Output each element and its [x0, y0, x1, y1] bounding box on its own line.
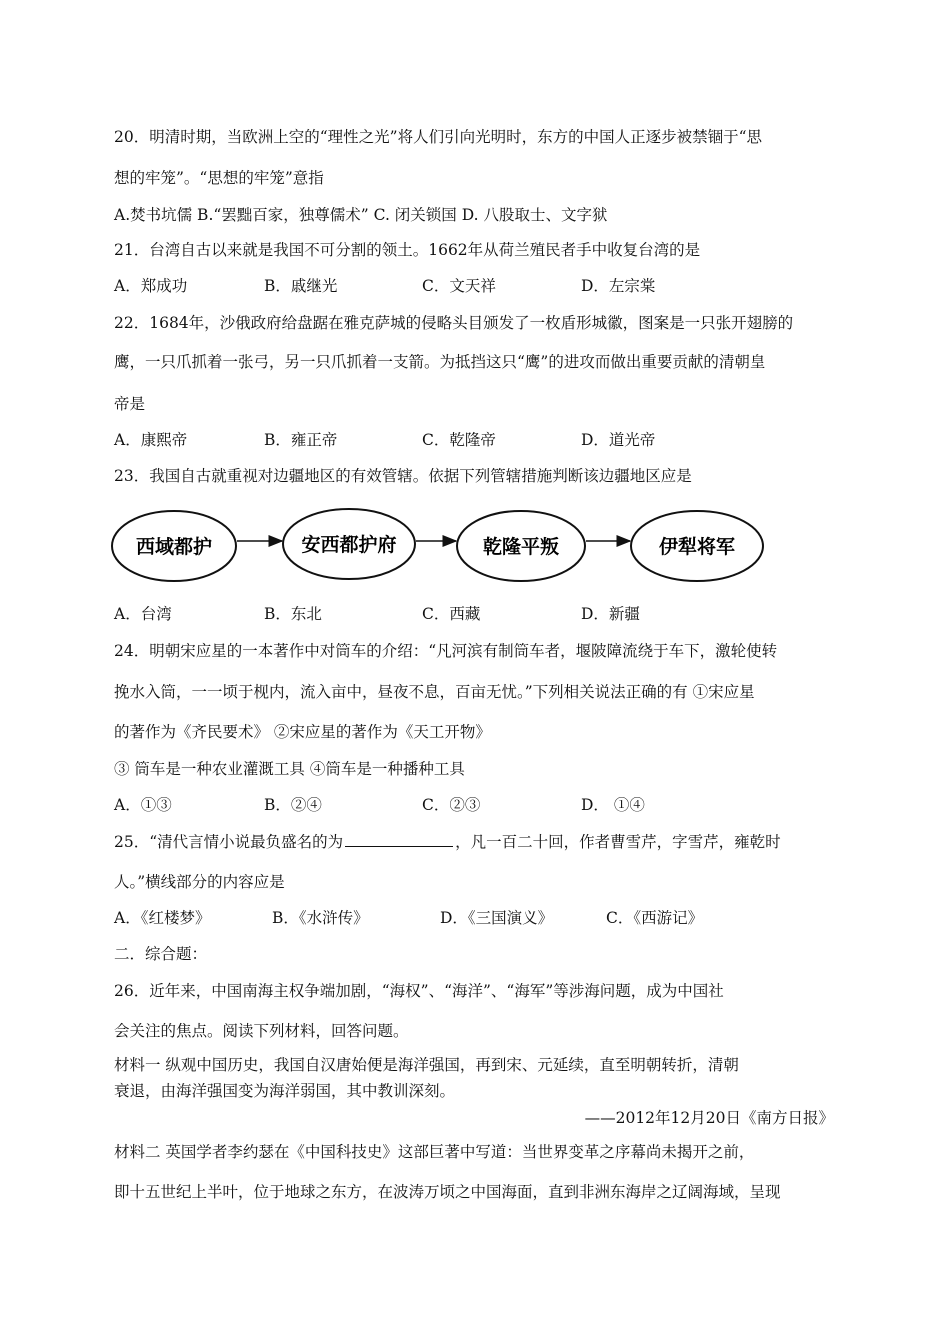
- q20-options: A.焚书坑儒 B.“罢黜百家，独尊儒术” C. 闭关锁国 D. 八股取士、文字狱: [114, 206, 608, 224]
- q21-option-c: C．文天祥: [422, 277, 496, 295]
- q23-flow-diagram: [110, 505, 770, 587]
- q25-line1: [114, 831, 781, 852]
- q26-line2: 会关注的焦点。阅读下列材料，回答问题。: [114, 1022, 409, 1040]
- q25-option-c: C．《西游记》: [606, 909, 704, 927]
- q24-option-d: D． ①④: [581, 796, 645, 814]
- q24-option-b: B．②④: [264, 796, 322, 814]
- diagram-node-2-label: 安西都护府: [301, 534, 397, 556]
- q24-line4: ③ 筒车是一种农业灌溉工具 ④筒车是一种播种工具: [114, 760, 465, 778]
- q20-line2: 想的牢笼”。“思想的牢笼”意指: [114, 169, 324, 187]
- q23-option-d: D．新疆: [581, 605, 640, 623]
- diagram-node-4-label: 伊犁将军: [658, 536, 736, 558]
- q24-option-c: C．②③: [422, 796, 481, 814]
- q22-line3: 帝是: [114, 395, 146, 413]
- q21-option-d: D．左宗棠: [581, 277, 656, 295]
- q22-option-a: A．康熙帝: [114, 431, 188, 449]
- material1-line2: 衰退，由海洋强国变为海洋弱国，其中教训深刻。: [114, 1082, 456, 1100]
- diagram-node-2: [283, 509, 415, 579]
- q23-line1: 23．我国自古就重视对边疆地区的有效管辖。依据下列管辖措施判断该边疆地区应是: [114, 467, 692, 485]
- material2-line1: 材料二 英国学者李约瑟在《中国科技史》这部巨著中写道：当世界变革之序幕尚未揭开之前，: [114, 1143, 755, 1161]
- q24-line2: 挽水入筒，一一顷于枧内，流入亩中，昼夜不息，百亩无忧。”下列相关说法正确的有 ①宋应星: [114, 683, 755, 701]
- q20-line1: 20．明清时期，当欧洲上空的“理性之光”将人们引向光明时，东方的中国人正逐步被禁锢于“思: [114, 128, 762, 146]
- q22-line2: 鹰，一只爪抓着一张弓，另一只爪抓着一支箭。为抵挡这只“鹰”的进攻而做出重要贡献的清朝皇: [114, 353, 766, 371]
- q23-option-c: C．西藏: [422, 605, 481, 623]
- q23-option-b: B．东北: [264, 605, 322, 623]
- q26-line1: 26．近年来，中国南海主权争端加剧，“海权”、“海洋”、“海军”等涉海问题，成为中国社: [114, 982, 724, 1000]
- q23-option-a: A．台湾: [114, 605, 172, 623]
- material1-source: ——2012年12月20日《南方日报》: [584, 1109, 834, 1127]
- diagram-node-3: [457, 511, 585, 581]
- q25-line2: 人。”横线部分的内容应是: [114, 873, 285, 891]
- q22-option-b: B．雍正帝: [264, 431, 338, 449]
- diagram-node-3-label: 乾隆平叛: [482, 536, 560, 558]
- material2-line2: 即十五世纪上半叶，位于地球之东方，在波涛万顷之中国海面，直到非洲东海岸之辽阔海域，呈现: [114, 1183, 781, 1201]
- q21-line1: 21．台湾自古以来就是我国不可分割的领土。1662年从荷兰殖民者手中收复台湾的是: [114, 241, 701, 259]
- section2-heading: 二．综合题：: [114, 945, 208, 963]
- q24-line3: 的著作为《齐民要术》 ②宋应星的著作为《天工开物》: [114, 723, 491, 741]
- q22-line1: 22．1684年，沙俄政府给盘踞在雅克萨城的侵略头目颁发了一枚盾形城徽，图案是一只张开翅膀的: [114, 314, 794, 332]
- q22-option-d: D．道光帝: [581, 431, 656, 449]
- q21-option-a: A．郑成功: [114, 277, 188, 295]
- q25-option-d: D．《三国演义》: [440, 909, 554, 927]
- q25-option-a: A．《红楼梦》: [114, 909, 211, 927]
- diagram-node-4: [631, 511, 763, 581]
- q22-option-c: C．乾隆帝: [422, 431, 496, 449]
- diagram-node-1: [112, 511, 236, 581]
- q25-line1-start: 25．“清代言情小说最负盛名的为: [114, 833, 344, 851]
- q21-option-b: B．戚继光: [264, 277, 338, 295]
- q25-option-b: B．《水浒传》: [272, 909, 369, 927]
- diagram-node-1-label: 西域都护: [135, 536, 213, 558]
- q24-option-a: A．①③: [114, 796, 172, 814]
- q25-line1-end: ，凡一百二十回，作者曹雪芹，字雪芹，雍乾时: [455, 833, 781, 851]
- q25-answer-blank: [345, 831, 453, 847]
- q24-line1: 24．明朝宋应星的一本著作中对筒车的介绍：“凡河滨有制筒车者，堰陂障流绕于车下，激轮使转: [114, 642, 778, 660]
- material1-line1: 材料一 纵观中国历史，我国自汉唐始便是海洋强国，再到宋、元延续，直至明朝转折，清朝: [114, 1056, 739, 1074]
